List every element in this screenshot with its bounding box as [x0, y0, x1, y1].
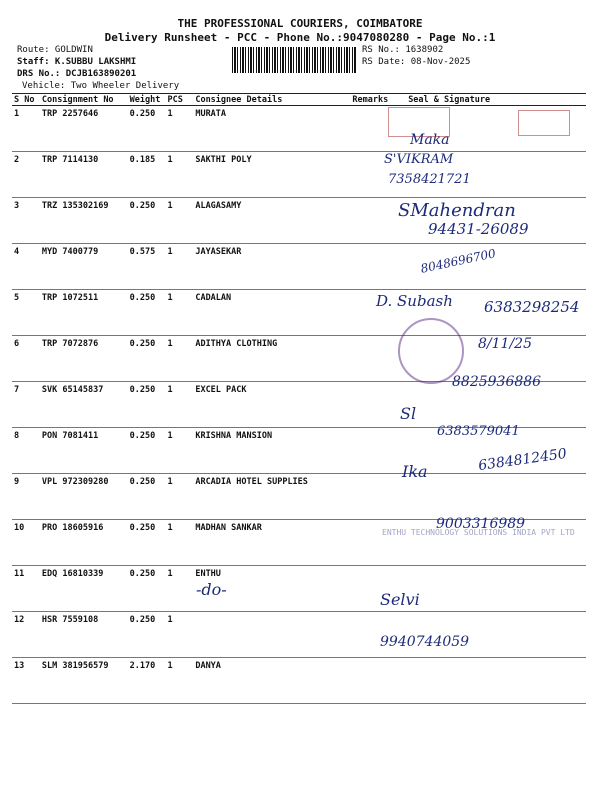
cell-consignee: MURATA — [193, 106, 350, 152]
handwritten-phone: 9940744059 — [380, 634, 470, 650]
cell-weight: 0.250 — [128, 198, 166, 244]
vehicle-label: Vehicle: Two Wheeler Delivery — [22, 81, 180, 91]
cell-consignment-no: TRP 7072876 — [40, 336, 128, 382]
cell-sno: 5 — [12, 290, 40, 336]
cell-consignee: SAKTHI POLY — [193, 152, 350, 198]
cell-consignment-no: PRO 18605916 — [40, 520, 128, 566]
cell-weight: 0.250 — [128, 382, 166, 428]
col-pcs: PCS — [166, 94, 194, 106]
col-consignment: Consignment No — [40, 94, 128, 106]
cell-weight: 0.250 — [128, 428, 166, 474]
cell-pcs: 1 — [166, 520, 194, 566]
col-remarks: Remarks — [352, 94, 389, 105]
table-row — [12, 566, 586, 612]
cell-sno: 4 — [12, 244, 40, 290]
cell-consignment-no: TRP 7114130 — [40, 152, 128, 198]
cell-weight: 2.170 — [128, 658, 166, 704]
handwritten-phone: 94431-26089 — [428, 220, 529, 238]
cell-remarks — [350, 382, 390, 428]
cell-weight: 0.575 — [128, 244, 166, 290]
route-label: Route: GOLDWIN — [17, 45, 93, 55]
table-row — [12, 474, 586, 520]
col-weight: Weight — [128, 94, 166, 106]
cell-consignee: ARCADIA HOTEL SUPPLIES — [193, 474, 350, 520]
col-consignee: Consignee Details — [193, 94, 350, 106]
cell-sno: 6 — [12, 336, 40, 382]
table-header-row — [12, 94, 586, 106]
cell-sno: 11 — [12, 566, 40, 612]
handwritten-phone: 6383579041 — [437, 424, 520, 439]
cell-consignee: MADHAN SANKAR — [193, 520, 350, 566]
cell-sno: 7 — [12, 382, 40, 428]
handwritten-phone: 9003316989 — [436, 516, 526, 532]
cell-weight: 0.250 — [128, 612, 166, 658]
cell-consignment-no: MYD 7400779 — [40, 244, 128, 290]
cell-sno: 2 — [12, 152, 40, 198]
cell-consignee: CADALAN — [193, 290, 350, 336]
table-row — [12, 658, 586, 704]
table-row — [12, 612, 586, 658]
cell-weight: 0.250 — [128, 290, 166, 336]
cell-consignee: KRISHNA MANSION — [193, 428, 350, 474]
signature: D. Subash — [376, 292, 453, 310]
table-row — [12, 244, 586, 290]
cell-signature — [390, 658, 586, 704]
cell-pcs: 1 — [166, 658, 194, 704]
cell-pcs: 1 — [166, 474, 194, 520]
rs-no-label: RS No.: 1638902 — [362, 45, 444, 55]
cell-consignment-no: VPL 972309280 — [40, 474, 128, 520]
cell-consignee: DANYA — [193, 658, 350, 704]
handwritten-phone: 8048696700 — [419, 246, 497, 276]
cell-remarks — [350, 336, 390, 382]
cell-remarks — [350, 474, 390, 520]
handwritten-name: S'VIKRAM — [384, 152, 454, 167]
cell-consignee — [193, 612, 350, 658]
handwritten-phone: 6384812450 — [477, 445, 568, 475]
cell-pcs: 1 — [166, 290, 194, 336]
cell-consignment-no: HSR 7559108 — [40, 612, 128, 658]
cell-consignment-no: TRP 1072511 — [40, 290, 128, 336]
cell-consignment-no: SLM 381956579 — [40, 658, 128, 704]
cell-weight: 0.250 — [128, 566, 166, 612]
cell-remarks — [350, 428, 390, 474]
staff-label: Staff: K.SUBBU LAKSHMI — [17, 57, 137, 67]
handwritten-date: 8/11/25 — [478, 336, 532, 352]
cell-consignment-no: EDQ 16810339 — [40, 566, 128, 612]
cell-weight: 0.250 — [128, 106, 166, 152]
rubber-stamp — [518, 110, 570, 136]
cell-sno: 9 — [12, 474, 40, 520]
signature: Ika — [402, 462, 428, 481]
signature: Maka — [410, 132, 450, 148]
company-stamp: ENTHU TECHNOLOGY SOLUTIONS INDIA PVT LTD — [382, 528, 575, 537]
cell-weight: 0.250 — [128, 520, 166, 566]
cell-pcs: 1 — [166, 336, 194, 382]
cell-consignee: ADITHYA CLOTHING — [193, 336, 350, 382]
cell-pcs: 1 — [166, 198, 194, 244]
cell-pcs: 1 — [166, 428, 194, 474]
cell-sno: 3 — [12, 198, 40, 244]
cell-remarks — [350, 244, 390, 290]
cell-consignment-no: SVK 65145837 — [40, 382, 128, 428]
signature: SMahendran — [398, 200, 516, 221]
rs-date-label: RS Date: 08-Nov-2025 — [362, 57, 471, 67]
table-row — [12, 152, 586, 198]
cell-consignment-no: TRZ 135302169 — [40, 198, 128, 244]
cell-consignee: EXCEL PACK — [193, 382, 350, 428]
cell-consignee: ENTHU — [193, 566, 350, 612]
col-sno: S No — [12, 94, 40, 106]
cell-remarks — [350, 106, 390, 152]
cell-sno: 10 — [12, 520, 40, 566]
cell-remarks — [350, 658, 390, 704]
cell-pcs: 1 — [166, 244, 194, 290]
signature: Selvi — [380, 590, 420, 609]
cell-weight: 0.185 — [128, 152, 166, 198]
cell-weight: 0.250 — [128, 336, 166, 382]
cell-remarks — [350, 198, 390, 244]
signature: -do- — [196, 580, 227, 599]
runsheet-subtitle: Delivery Runsheet - PCC - Phone No.:9047080280 - Page No.:1 — [104, 31, 496, 44]
signature: Sl — [400, 404, 417, 423]
runsheet-table — [12, 93, 586, 704]
barcode — [232, 47, 356, 73]
cell-consignment-no: PON 7081411 — [40, 428, 128, 474]
cell-consignee: ALAGASAMY — [193, 198, 350, 244]
company-title: THE PROFESSIONAL COURIERS, COIMBATORE — [177, 17, 423, 30]
handwritten-phone: 6383298254 — [484, 298, 580, 316]
col-signature: Seal & Signature — [390, 94, 586, 106]
drs-label: DRS No.: DCJB163890201 — [17, 69, 137, 79]
cell-pcs: 1 — [166, 566, 194, 612]
cell-pcs: 1 — [166, 612, 194, 658]
cell-consignee: JAYASEKAR — [193, 244, 350, 290]
cell-pcs: 1 — [166, 106, 194, 152]
cell-pcs: 1 — [166, 152, 194, 198]
handwritten-phone: 8825936886 — [452, 374, 542, 390]
cell-pcs: 1 — [166, 382, 194, 428]
cell-sno: 12 — [12, 612, 40, 658]
cell-weight: 0.250 — [128, 474, 166, 520]
handwritten-phone: 7358421721 — [388, 172, 471, 187]
cell-consignment-no: TRP 2257646 — [40, 106, 128, 152]
cell-sno: 1 — [12, 106, 40, 152]
cell-sno: 13 — [12, 658, 40, 704]
cell-sno: 8 — [12, 428, 40, 474]
table-row — [12, 106, 586, 152]
